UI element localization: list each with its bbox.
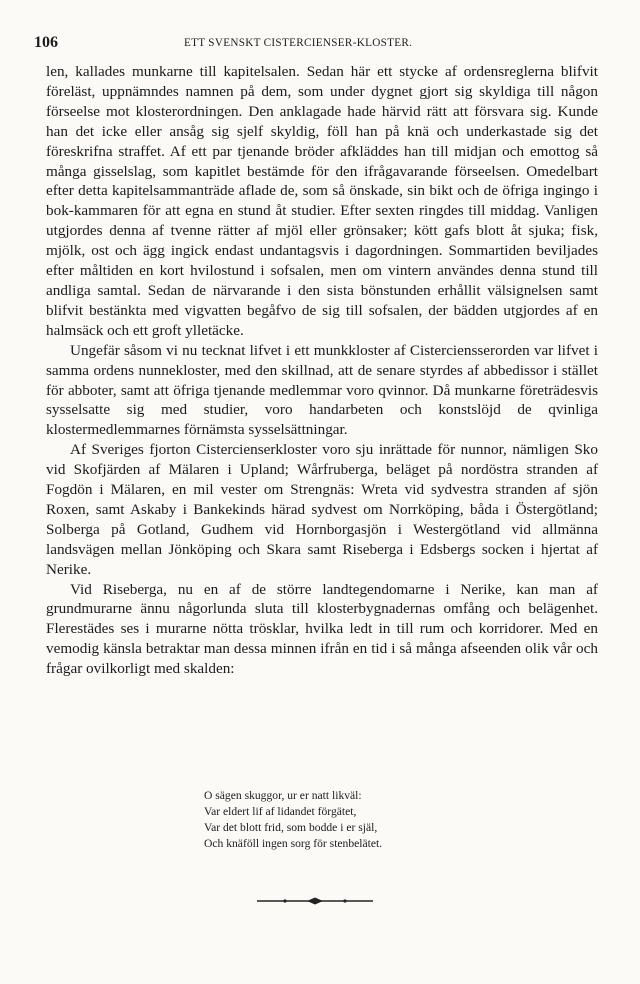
paragraph: Ungefär såsom vi nu tecknat lifvet i ett munkkloster af Cisterciensserorden var lifvet i samma ordens nunnekloster, med den skillnad, att de senare styrdes af abbedissor i stället för abboter, samt att öfriga tjenande medlemmar voro qvinnor. Då munkarne företrädesvis sysselsatte sig med studier, voro handarbeten och konstslöjd de qvinliga klostermedlemmarnes förnämsta sysselsättningar.	[46, 341, 598, 439]
paragraph: Af Sveriges fjorton Cistercienserkloster voro sju inrättade för nunnor, nämligen Sko vid Skofjärden af Mälaren i Upland; Wårfruberga, beläget på nordöstra stranden af Fogdön i Mälaren, en mil vester om Strengnäs: Wreta vid sydvestra stranden af sjön Roxen, samt Askaby i Bankekinds härad sydvest om Norrköping, båda i Östergötland; Solberga på Gotland, Gudhem vid Hornborgasjön i Westergötland vid allmänna landsvägen mellan Jönköping och Skara samt Riseberga i Edsbergs socken i hjertat af Nerike.	[46, 441, 598, 578]
poem-quote	[204, 788, 504, 852]
poem-line: Var det blott frid, som bodde i er själ,	[204, 821, 378, 834]
poem-line: O sägen skuggor, ur er natt likväl:	[204, 789, 362, 802]
paragraph: len, kallades munkarne till kapitelsalen. Sedan här ett stycke af ordensreglerna blifvit föreläst, uppnämndes namnen på dem, som under dygnet gjort sig skyldiga till någon förseelse mot klosterordningen. Den anklagade hade härvid rätt att försvara sig. Kunde han det icke eller ansåg sig sjelf skyldig, föll han på knä och underkastade sig det föreskrifna straffet. Af ett par tjenande bröder afkläddes han till midjan och emottog så många gisselslag, som kapitlet bestämde för den ifrågavarande förseelsen. Omedelbart efter detta kapitelsammanträde aflade de, som så önskade, sin bikt och de öfriga ingingo i bok-kammaren för att egna en stund åt studier. Efter sexten ringdes till middag. Vanligen utgjordes denna af tvenne rätter af mjöl eller grönsaker; kött gafs blott åt sjuka; fisk, mjölk, ost och ägg ingick endast undantagsvis i dagordningen. Sommartiden beviljades efter måltiden en kort hvilostund i sofsalen, men om vintern användes denna stund till andliga samtal. Sedan de närvarande i den sista bönstunden erhållit välsignelsen samt blifvit bestänkta med vigvatten begåfvo de sig till sofsalen, der bädden utgjordes af en halmsäck och ett groft ylletäcke.	[46, 63, 598, 339]
paragraph: Vid Riseberga, nu en af de större landtegendomarne i Nerike, kan man af grundmurarne ännu någorlunda sluta till klosterbygnadernas omfång och belägenhet. Flerestädes ses i murarne nötta trösklar, hvilka ledt in till rum och korridorer. Med en vemodig känsla betraktar man dessa minnen ifrån en tid i så många afseenden olik vår och frågar ovilkorligt med skalden:	[46, 580, 598, 678]
page-header	[34, 34, 600, 56]
page-number: 106	[34, 34, 58, 51]
poem-line: Och knäföll ingen sorg för stenbelätet.	[204, 837, 383, 850]
running-title: ETT SVENSKT CISTERCIENSER-KLOSTER.	[184, 37, 413, 49]
body-text	[46, 62, 598, 679]
poem-line: Var eldert lif af lidandet förgätet,	[204, 805, 357, 818]
section-ornament	[255, 896, 375, 906]
